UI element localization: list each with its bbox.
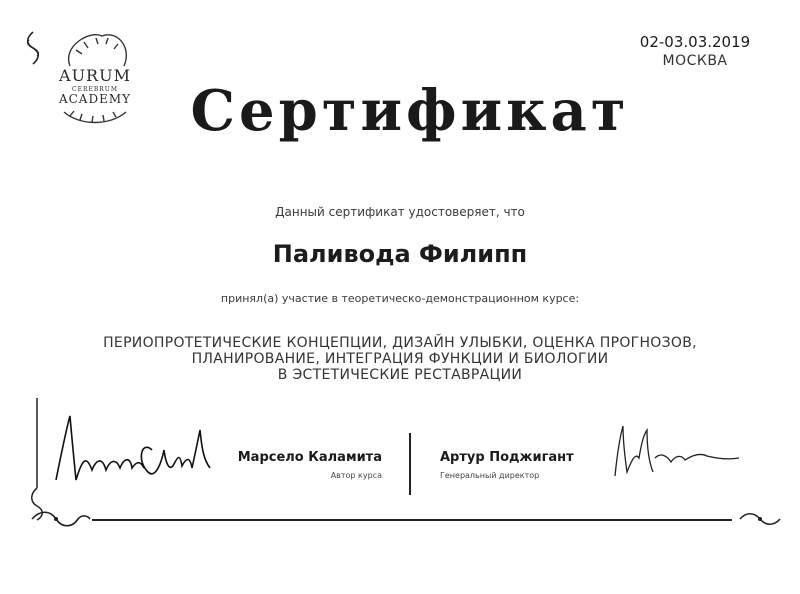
bottom-right-flourish-icon xyxy=(738,508,782,530)
intro-text: Данный сертификат удостоверяет, что xyxy=(275,205,525,219)
signatory-calamita xyxy=(232,450,382,480)
bottom-rule xyxy=(92,519,732,521)
corner-ornament-top-icon xyxy=(22,30,44,66)
signatory-podzhigant xyxy=(440,450,590,480)
event-date-block xyxy=(620,33,770,69)
recipient-name: Паливода Филипп xyxy=(272,240,528,268)
logo-line-cerebrum: CEREBRUM xyxy=(72,86,118,93)
logo-line-academy: ACADEMY xyxy=(58,92,132,106)
event-city: МОСКВА xyxy=(662,53,728,69)
certificate-title: Сертификат xyxy=(190,78,630,144)
signature-calamita xyxy=(52,410,222,490)
signatory-role: Автор курса xyxy=(330,471,382,480)
signatory-name: Артур Поджигант xyxy=(440,450,574,465)
logo-line-aurum: AURUM xyxy=(59,66,131,85)
course-line: В ЭСТЕТИЧЕСКИЕ РЕСТАВРАЦИИ xyxy=(277,367,523,383)
signatory-role: Генеральный директор xyxy=(440,471,540,480)
signature-podzhigant xyxy=(595,422,745,482)
course-title xyxy=(40,335,760,383)
course-line: ПЛАНИРОВАНИЕ, ИНТЕГРАЦИЯ ФУНКЦИИ И БИОЛОГИИ xyxy=(191,351,609,367)
participation-text: принял(а) участие в теоретическо-демонстрационном курсе: xyxy=(220,292,580,305)
event-date: 02-03.03.2019 xyxy=(639,33,751,51)
signatory-divider xyxy=(409,433,411,495)
bottom-left-flourish-icon xyxy=(30,508,92,530)
aurum-logo xyxy=(40,26,150,136)
left-vertical-ornament-icon xyxy=(30,398,44,522)
signatory-name: Марсело Каламита xyxy=(237,450,382,465)
course-line: ПЕРИОПРОТЕТИЧЕСКИЕ КОНЦЕПЦИИ, ДИЗАЙН УЛЫБКИ, ОЦЕНКА ПРОГНОЗОВ, xyxy=(103,335,697,351)
